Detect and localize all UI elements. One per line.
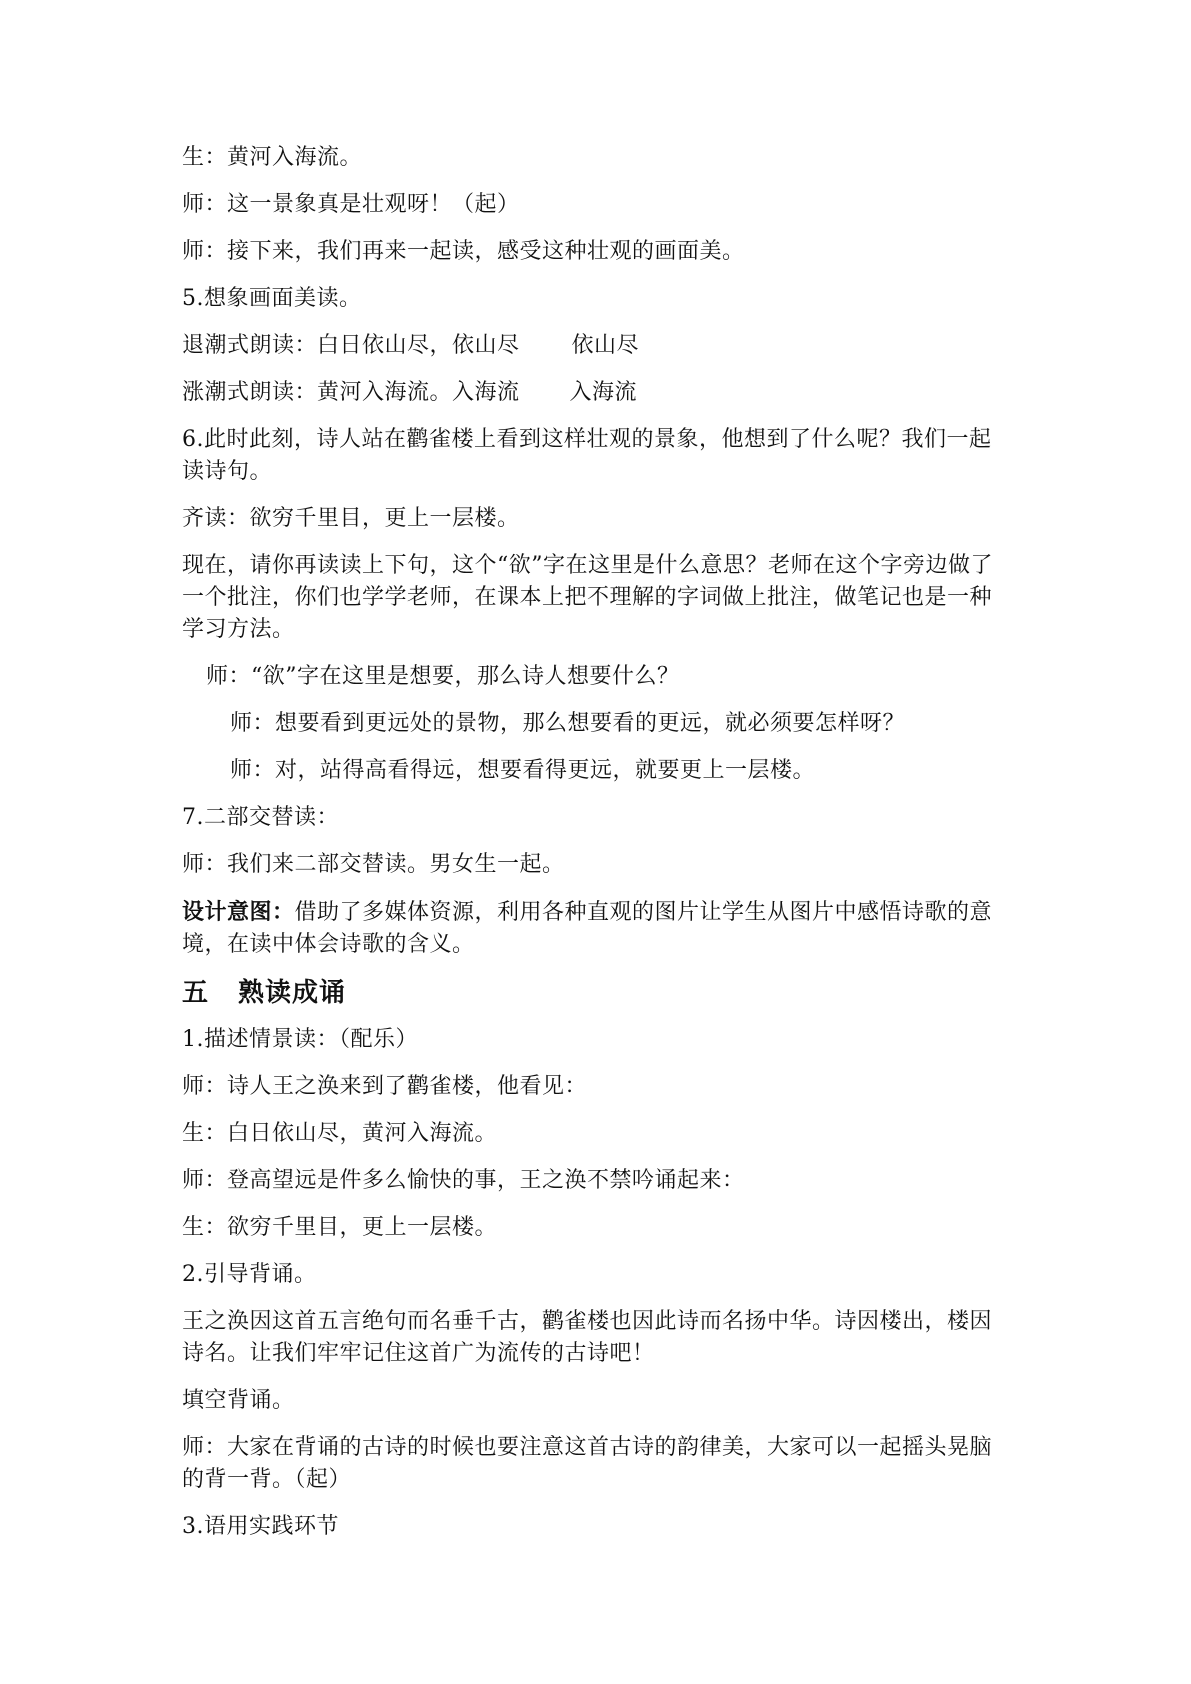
step-heading: 3.语用实践环节 <box>182 1514 339 1539</box>
paragraph: 师：“欲”字在这里是想要，那么诗人想要什么？ <box>206 664 680 689</box>
paragraph: 现在，请你再读读上下句，这个“欲”字在这里是什么意思？老师在这个字旁边做了一个批注，你们也学学老师，在课本上把不理解的字词做上批注，做笔记也是一种学习方法。 <box>182 553 993 642</box>
paragraph: 生：白日依山尽，黄河入海流。 <box>182 1121 498 1146</box>
recitation-line: 涨潮式朗读：黄河入海流。入海流 <box>182 380 520 405</box>
design-intent-label: 设计意图： <box>182 899 295 925</box>
paragraph: 生：黄河入海流。 <box>182 145 363 170</box>
paragraph: 师：登高望远是件多么愉快的事，王之涣不禁吟诵起来： <box>182 1168 745 1193</box>
step-heading: 2.引导背诵。 <box>182 1262 317 1287</box>
document-body <box>182 142 1012 1558</box>
paragraph: 师：大家在背诵的古诗的时候也要注意这首古诗的韵律美，大家可以一起摇头晃脑的背一背。（起） <box>182 1435 993 1492</box>
paragraph: 师：这一景象真是壮观呀！（起） <box>182 192 520 217</box>
paragraph <box>182 377 1012 409</box>
recitation-echo: 入海流 <box>569 380 638 405</box>
paragraph: 生：欲穷千里目，更上一层楼。 <box>182 1215 498 1240</box>
step-heading: 5.想象画面美读。 <box>182 286 362 311</box>
paragraph: 齐读：欲穷千里目，更上一层楼。 <box>182 506 520 531</box>
step-heading: 7.二部交替读： <box>182 805 339 830</box>
paragraph: 师：想要看到更远处的景物，那么想要看的更远，就必须要怎样呀？ <box>230 711 906 736</box>
paragraph: 王之涣因这首五言绝句而名垂千古，鹳雀楼也因此诗而名扬中华。诗因楼出，楼因诗名。让我们牢牢记住这首广为流传的古诗吧！ <box>182 1309 993 1366</box>
paragraph: 填空背诵。 <box>182 1388 295 1413</box>
step-heading: 1.描述情景读：（配乐） <box>182 1027 418 1052</box>
recitation-line: 退潮式朗读：白日依山尽，依山尽 <box>182 333 520 358</box>
step-heading: 6.此时此刻，诗人站在鹳雀楼上看到这样壮观的景象，他想到了什么呢？我们一起读诗句。 <box>182 427 992 484</box>
paragraph: 师：对，站得高看得远，想要看得更远，就要更上一层楼。 <box>230 758 816 783</box>
section-heading <box>182 976 1012 1010</box>
design-intent-paragraph <box>182 896 1012 961</box>
recitation-echo: 依山尽 <box>571 333 640 358</box>
section-title: 熟读成诵 <box>238 978 347 1008</box>
paragraph: 师：我们来二部交替读。男女生一起。 <box>182 852 565 877</box>
paragraph: 师：接下来，我们再来一起读，感受这种壮观的画面美。 <box>182 239 745 264</box>
paragraph: 师：诗人王之涣来到了鹳雀楼，他看见： <box>182 1074 588 1099</box>
design-intent-text: 借助了多媒体资源，利用各种直观的图片让学生从图片中感悟诗歌的意境，在读中体会诗歌的含义。 <box>182 900 993 957</box>
section-number: 五 <box>182 978 210 1008</box>
paragraph <box>182 330 1012 362</box>
